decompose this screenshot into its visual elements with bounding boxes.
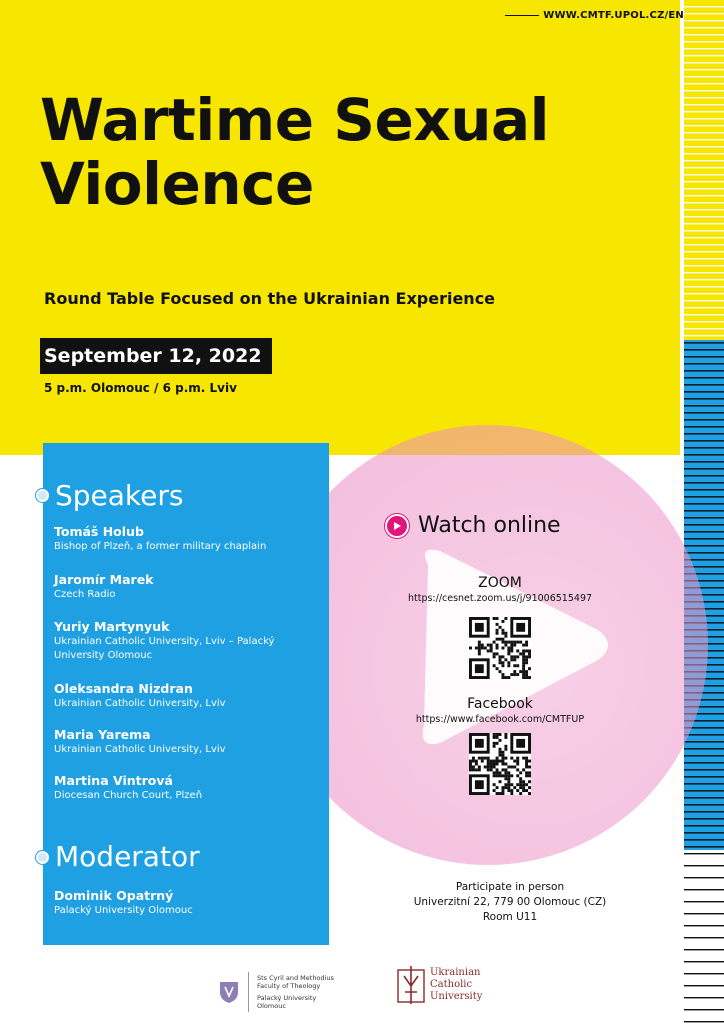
stripe-line — [684, 55, 724, 56]
zoom-link[interactable]: https://cesnet.zoom.us/j/91006515497 — [407, 593, 593, 604]
stripe-line — [684, 209, 724, 210]
website-url-text[interactable]: WWW.CMTF.UPOL.CZ/EN — [543, 10, 684, 21]
stripe-line — [684, 307, 724, 308]
university-name: Palacký University — [257, 994, 317, 1002]
stripe-line — [684, 937, 724, 938]
play-icon — [385, 514, 409, 538]
stripe-line — [684, 160, 724, 161]
stripe-line — [684, 412, 724, 414]
stripe-line — [684, 244, 724, 245]
stripe-line — [684, 251, 724, 252]
moderator-name: Dominik Opatrný — [54, 888, 174, 903]
speaker-item — [54, 619, 324, 663]
stripe-line — [684, 181, 724, 182]
stripe-line — [684, 27, 724, 28]
speaker-name: Yuriy Martynyuk — [54, 619, 170, 634]
stripe-line — [684, 20, 724, 21]
faculty-name-line2: Faculty of Theology — [257, 982, 321, 990]
ucu-logo-text — [430, 967, 482, 1003]
stripe-line — [684, 146, 724, 147]
zoom-label: ZOOM — [478, 575, 522, 591]
facebook-block — [380, 696, 620, 725]
stripe-line — [684, 419, 724, 421]
stripe-line — [684, 889, 724, 890]
ucu-name-line1: Ukrainian — [430, 967, 481, 978]
stripe-line — [684, 877, 724, 878]
moderator-affiliation: Palacký University Olomouc — [54, 905, 193, 916]
event-title-line1: Wartime Sexual — [40, 86, 550, 154]
speakers-bullet-icon — [36, 489, 49, 502]
stripe-line — [684, 865, 724, 866]
stripe-line — [684, 356, 724, 358]
zoom-block — [380, 575, 620, 604]
facebook-qr-code-icon[interactable] — [469, 733, 531, 795]
stripe-line — [684, 985, 724, 986]
stripe-line — [684, 973, 724, 974]
stripe-line — [684, 997, 724, 998]
stripe-line — [684, 913, 724, 914]
stripe-line — [684, 286, 724, 287]
ucu-emblem-icon — [396, 964, 426, 1006]
stripe-line — [684, 314, 724, 315]
speaker-affiliation: Ukrainian Catholic University, Lviv – Palacký — [54, 636, 275, 647]
stripe-line — [684, 237, 724, 238]
stripe-line — [684, 258, 724, 259]
speaker-name: Oleksandra Nizdran — [54, 681, 193, 696]
ucu-name-line2: Catholic — [430, 979, 473, 990]
stripe-line — [684, 265, 724, 266]
stripe-line — [684, 34, 724, 35]
watch-online — [385, 513, 561, 538]
speaker-item — [54, 727, 324, 757]
speaker-name: Maria Yarema — [54, 727, 151, 742]
stripe-line — [684, 405, 724, 407]
stripe-line — [684, 1021, 724, 1022]
stripe-line — [684, 195, 724, 196]
speaker-affiliation: Ukrainian Catholic University, Lviv — [54, 698, 226, 709]
zoom-qr-code-icon[interactable] — [469, 617, 531, 679]
stripe-line — [684, 328, 724, 329]
stripe-line — [684, 90, 724, 91]
stripe-line — [684, 377, 724, 379]
stripe-line — [684, 335, 724, 336]
stripe-line — [684, 370, 724, 372]
stripe-line — [684, 69, 724, 70]
stripe-line — [684, 230, 724, 231]
stripe-line — [684, 97, 724, 98]
stripe-line — [684, 174, 724, 175]
facebook-label: Facebook — [467, 696, 533, 712]
moderator-bullet-icon — [36, 851, 49, 864]
stripe-line — [684, 363, 724, 365]
stripe-line — [684, 111, 724, 112]
stripe-line — [684, 104, 724, 105]
in-person-heading: Participate in person — [455, 881, 565, 893]
event-title — [40, 88, 670, 216]
in-person-address: Univerzitní 22, 779 00 Olomouc (CZ) — [413, 896, 607, 908]
stripe-line — [684, 384, 724, 386]
stripe-line — [684, 118, 724, 119]
stripe-line — [684, 349, 724, 351]
facebook-link[interactable]: https://www.facebook.com/CMTFUP — [415, 714, 585, 725]
stripe-line — [684, 342, 724, 344]
stripe-line — [684, 76, 724, 77]
university-city: Olomouc — [257, 1002, 286, 1010]
stripe-line — [684, 321, 724, 322]
speaker-name: Tomáš Holub — [54, 524, 144, 539]
speaker-name: Jaromír Marek — [54, 572, 154, 587]
faculty-name-line1: Sts Cyril and Methodius — [257, 974, 334, 982]
stripe-line — [684, 62, 724, 63]
website-url[interactable] — [505, 10, 684, 21]
stripe-line — [684, 925, 724, 926]
stripe-line — [684, 391, 724, 393]
stripe-line — [684, 167, 724, 168]
stripe-line — [684, 13, 724, 14]
stripe-line — [684, 202, 724, 203]
in-person-info — [380, 880, 640, 925]
stripe-line — [684, 153, 724, 154]
ucu-logo — [396, 964, 482, 1006]
stripe-line — [684, 961, 724, 962]
speaker-name: Martina Vintrová — [54, 773, 173, 788]
url-rule — [505, 15, 539, 17]
event-title-line2: Violence — [40, 150, 314, 218]
stripe-line — [684, 216, 724, 217]
speaker-item — [54, 572, 324, 602]
event-date: September 12, 2022 — [40, 338, 272, 374]
stripe-line — [684, 901, 724, 902]
speaker-affiliation: Ukrainian Catholic University, Lviv — [54, 744, 226, 755]
stripe-line — [684, 83, 724, 84]
event-subtitle: Round Table Focused on the Ukrainian Experience — [44, 289, 496, 308]
speaker-affiliation-cont: University Olomouc — [54, 650, 153, 661]
speaker-affiliation: Bishop of Plzeň, a former military chaplain — [54, 541, 267, 552]
stripe-line — [684, 132, 724, 133]
speakers-heading: Speakers — [55, 479, 184, 512]
stripe-line — [684, 1009, 724, 1010]
moderator-item — [54, 888, 324, 918]
watch-online-heading: Watch online — [418, 513, 561, 538]
moderator-heading: Moderator — [55, 840, 200, 873]
stripe-line — [684, 41, 724, 42]
stripe-line — [684, 293, 724, 294]
speaker-affiliation: Czech Radio — [54, 589, 116, 600]
speaker-item — [54, 524, 324, 554]
stripe-line — [684, 223, 724, 224]
ucu-name-line3: University — [430, 991, 483, 1002]
stripe-line — [684, 949, 724, 950]
speaker-affiliation: Diocesan Church Court, Plzeň — [54, 790, 203, 801]
stripe-line — [684, 48, 724, 49]
in-person-room: Room U11 — [482, 911, 538, 923]
faculty-logo-text — [257, 974, 334, 1010]
stripe-line — [684, 139, 724, 140]
stripe-line — [684, 279, 724, 280]
faculty-shield-icon — [218, 980, 240, 1004]
stripe-line — [684, 188, 724, 189]
event-time: 5 p.m. Olomouc / 6 p.m. Lviv — [44, 381, 237, 395]
speaker-item — [54, 773, 324, 803]
speaker-item — [54, 681, 324, 711]
logo-divider — [248, 972, 249, 1012]
stripe-line — [684, 272, 724, 273]
stripe-line — [684, 300, 724, 301]
stripe-line — [684, 398, 724, 400]
stripe-line — [684, 125, 724, 126]
faculty-logo — [218, 972, 334, 1012]
stripe-line — [684, 6, 724, 7]
